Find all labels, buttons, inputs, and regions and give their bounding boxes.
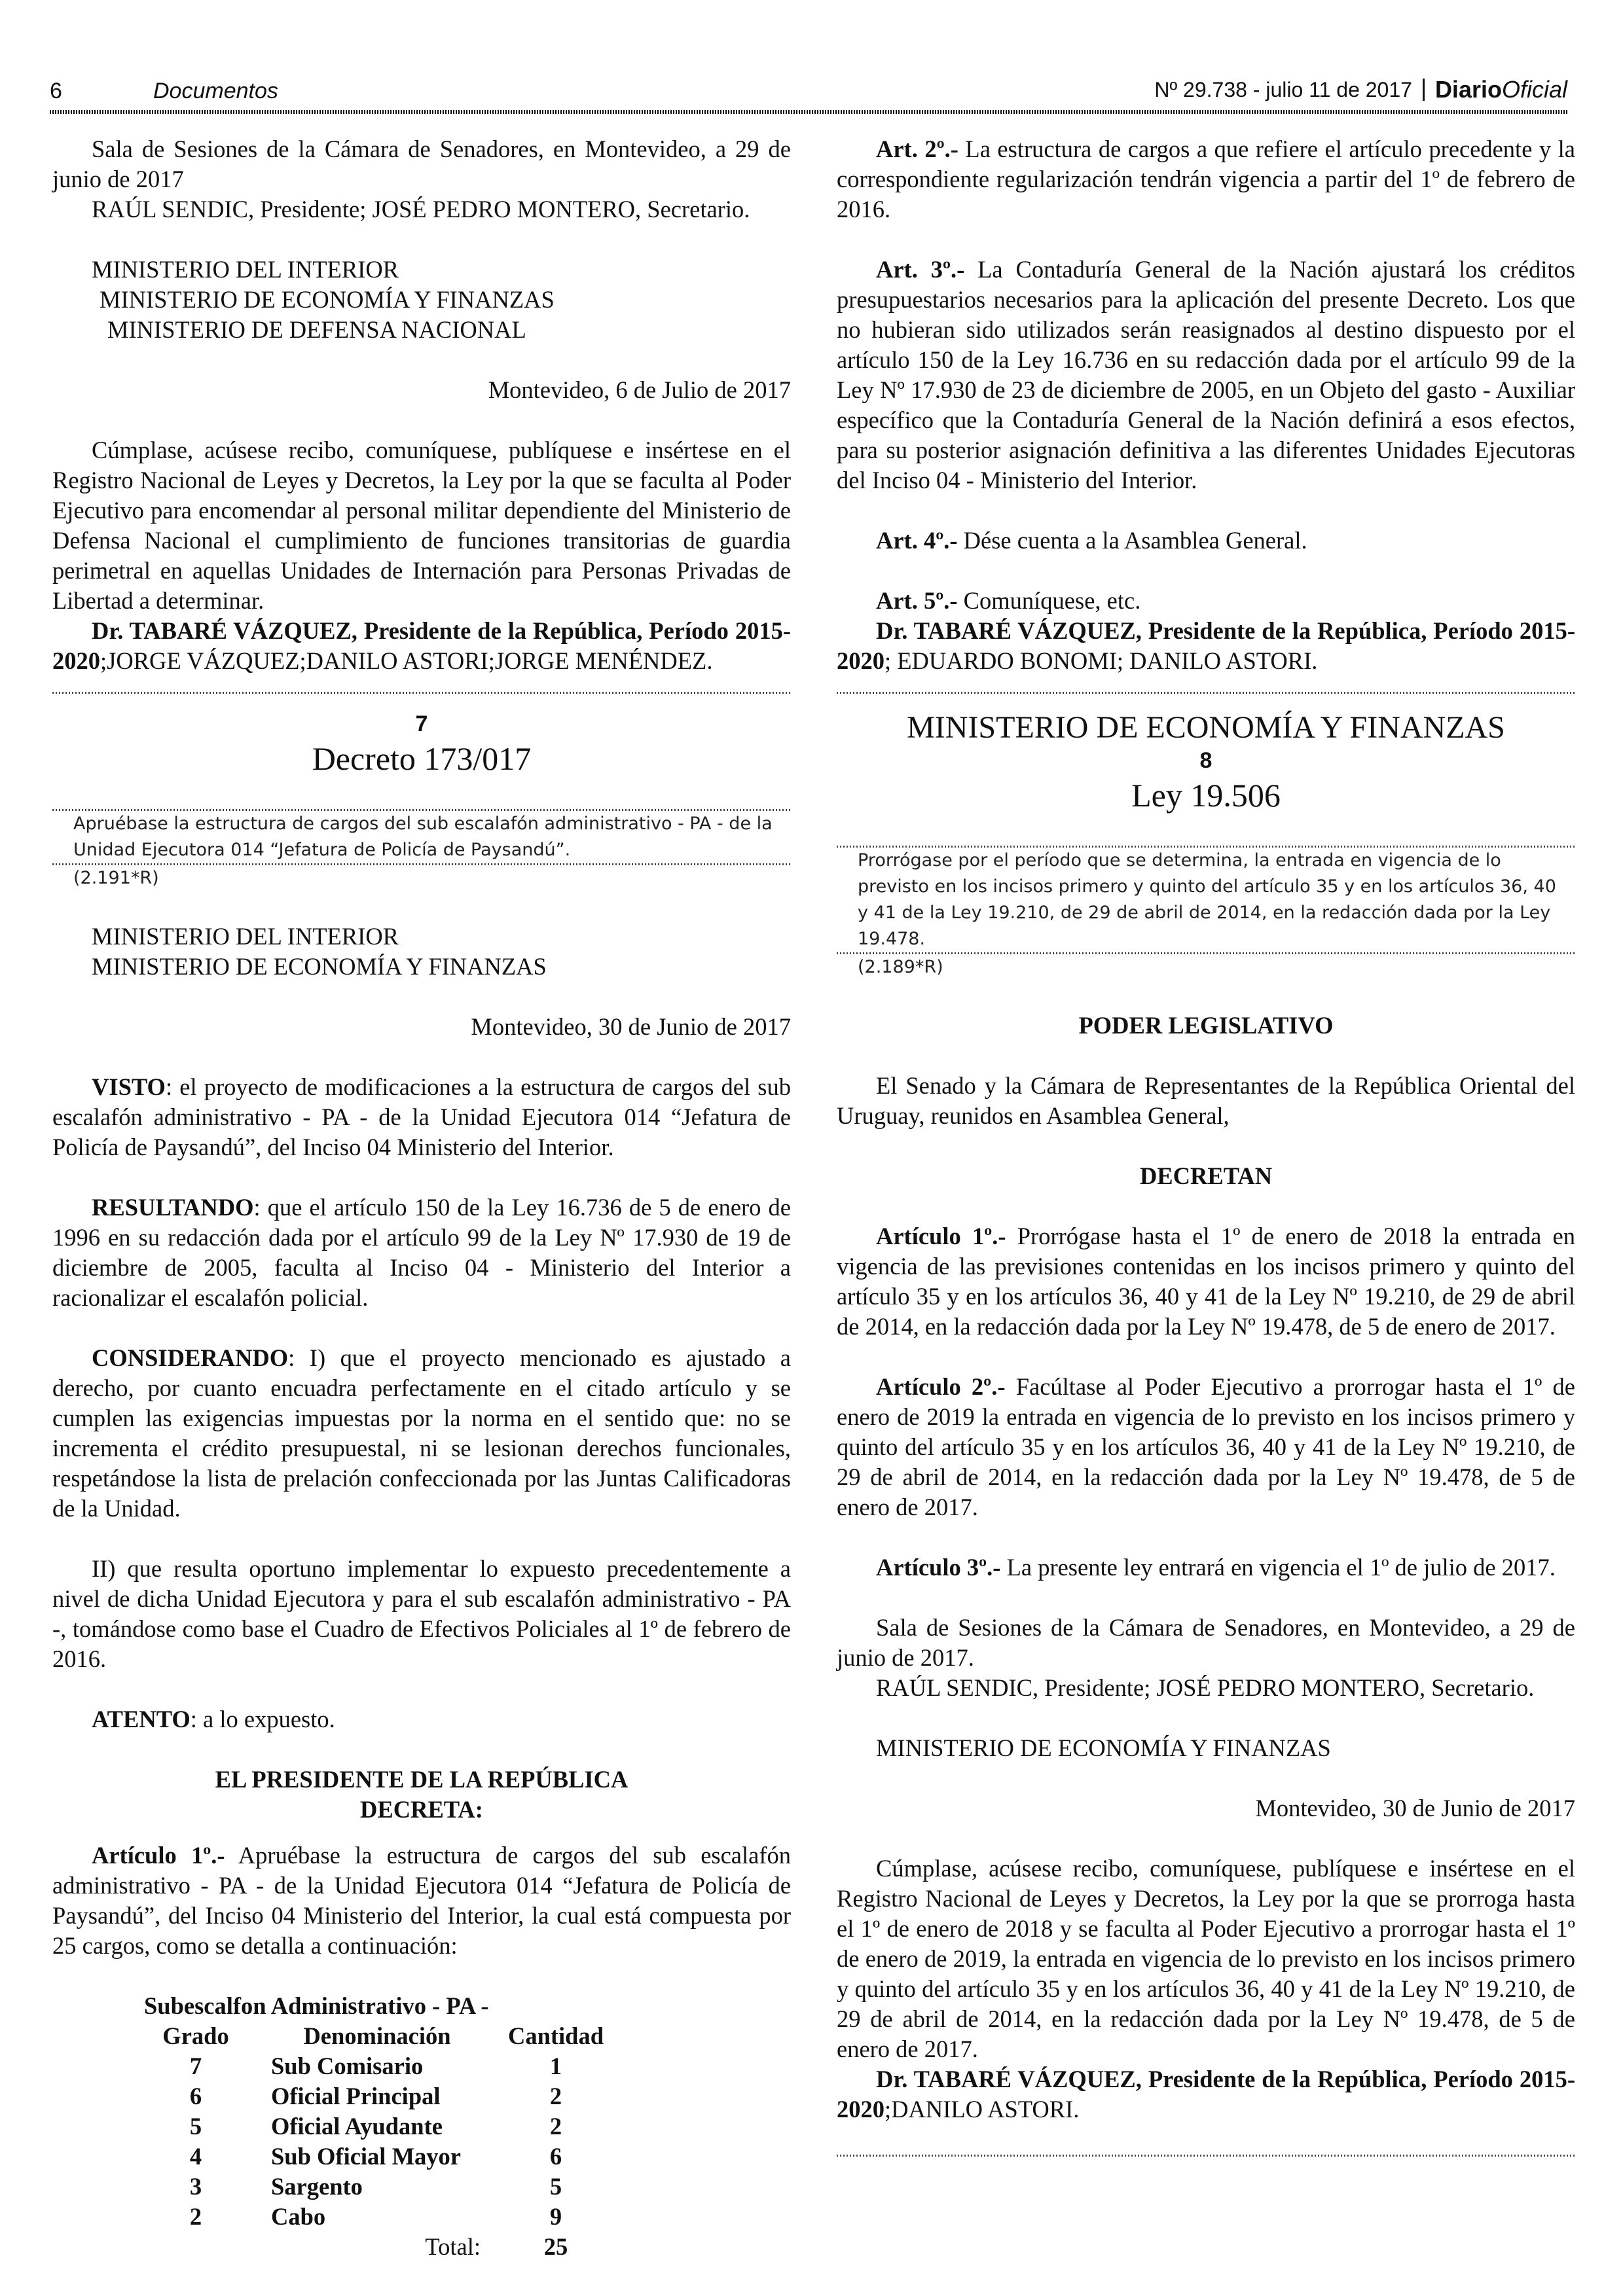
- article-label: Art. 3º.-: [876, 256, 965, 283]
- article-label: Artículo 1º.-: [876, 1223, 1006, 1249]
- signature-president: Dr. TABARÉ VÁZQUEZ, Presidente de la República, Período 2015-2020: [837, 2066, 1575, 2123]
- total-value: 25: [543, 2233, 568, 2260]
- table-row: [144, 2051, 605, 2081]
- table-header-row: [144, 2021, 605, 2051]
- cell-denominacion: Sub Comisario: [271, 2053, 424, 2079]
- article-label: Art. 4º.-: [876, 527, 958, 554]
- poder-heading: PODER LEGISLATIVO: [1078, 1012, 1334, 1039]
- table-caption: Subescalfon Administrativo - PA -: [144, 1992, 489, 2019]
- article-label: Artículo 2º.-: [876, 1373, 1006, 1400]
- article-text: Dése cuenta a la Asamblea General.: [957, 527, 1307, 554]
- section-divider: [837, 2155, 1575, 2157]
- cumplase-paragraph: Cúmplase, acúsese recibo, comuníquese, publíquese e insértese en el Registro Nacional de Leyes y Decretos, la Ley por la que se prorroga hasta el 1º de enero de 2018 y se faculta al Poder Ejecutivo a prorrogar hasta el 1º de enero de 2019, la entrada en vigencia de lo previsto en los incisos primero y quinto del artículo 35 y en los artículos 36, 40 y 41 de la Ley Nº 19.210, de 29 de abril de 2014, en la redacción dada por la Ley Nº 19.478, de 5 de enero de 2017.: [837, 1855, 1575, 2062]
- president-heading: EL PRESIDENTE DE LA REPÚBLICA: [215, 1766, 629, 1793]
- table-row: [144, 2142, 605, 2172]
- cumplase-paragraph: Cúmplase, acúsese recibo, comuníquese, publíquese e insértese en el Registro Nacional de Leyes y Decretos, la Ley por la que se faculta al Poder Ejecutivo para encomendar al personal militar dependiente del Ministerio de Defensa Nacional el cumplimiento de funciones transitorias de guardia perimetral en aquellas Unidades de Internación para Personas Privadas de Libertad a determinar.: [52, 437, 791, 614]
- resultando-paragraph: [52, 1193, 791, 1313]
- sala-sesiones: Sala de Sesiones de la Cámara de Senadores, en Montevideo, a 29 de junio de 2017: [52, 135, 791, 192]
- cell-cantidad: 2: [549, 2083, 562, 2109]
- decretan-heading: DECRETAN: [1139, 1162, 1273, 1189]
- ministry-line: MINISTERIO DE ECONOMÍA Y FINANZAS: [100, 286, 555, 313]
- visto-paragraph: [52, 1072, 791, 1162]
- article-1: [52, 1840, 791, 1961]
- page-header: [50, 76, 1567, 110]
- atento-paragraph: [52, 1704, 791, 1734]
- cell-cantidad: 2: [549, 2113, 562, 2140]
- signature-line: [837, 2064, 1575, 2125]
- article-text: La Contaduría General de la Nación ajustará los créditos presupuestarios necesarios para la aplicación del presente Decreto. Los que no hubieran sido utilizados serán reasignados al destino dispuesto por el artículo 150 de la Ley 16.736 en su redacción dada por el artículo 99 de la Ley Nº 17.930 de 23 de diciembre de 2005, en un Objeto del gasto - Auxiliar específico que la Contaduría General de la Nación definirá a esos efectos, para su posterior asignación definitiva a las diferentes Unidades Ejecutoras del Inciso 04 - Ministerio del Interior.: [837, 256, 1575, 493]
- cell-cantidad: 5: [549, 2173, 562, 2200]
- law-article-2: [837, 1372, 1575, 1522]
- resultando-label: RESULTANDO: [92, 1194, 254, 1221]
- cell-grado: 3: [189, 2173, 202, 2200]
- brand-italic: Oficial: [1501, 76, 1567, 103]
- signature-line: [52, 616, 791, 676]
- signature-ministers: ;DANILO ASTORI.: [884, 2096, 1080, 2123]
- ministry-line: MINISTERIO DE ECONOMÍA Y FINANZAS: [876, 1734, 1331, 1761]
- sala-sesiones: Sala de Sesiones de la Cámara de Senadores, en Montevideo, a 29 de junio de 2017.: [837, 1614, 1575, 1671]
- ministry-heading: MINISTERIO DE ECONOMÍA Y FINANZAS: [907, 710, 1505, 745]
- cell-cantidad: 9: [549, 2203, 562, 2230]
- document-number: 8: [1199, 748, 1213, 773]
- firmas-senado: RAÚL SENDIC, Presidente; JOSÉ PEDRO MONTERO, Secretario.: [92, 196, 750, 223]
- article-5: [837, 586, 1575, 616]
- article-text: Comuníquese, etc.: [957, 587, 1141, 614]
- visto-label: VISTO: [92, 1073, 166, 1100]
- cell-grado: 5: [189, 2113, 202, 2140]
- signature-president: Dr. TABARÉ VÁZQUEZ, Presidente de la República, Período 2015-2020: [837, 617, 1575, 674]
- cell-cantidad: 6: [549, 2143, 562, 2170]
- article-text: La presente ley entrará en vigencia el 1º de julio de 2017.: [1000, 1554, 1556, 1581]
- considerando-label: CONSIDERANDO: [92, 1344, 289, 1371]
- article-4: [837, 526, 1575, 556]
- signature-ministers: ; EDUARDO BONOMI; DANILO ASTORI.: [884, 647, 1318, 674]
- ministry-line: MINISTERIO DE ECONOMÍA Y FINANZAS: [92, 953, 547, 980]
- document-number: 7: [415, 711, 428, 736]
- cell-denominacion: Sargento: [271, 2173, 363, 2200]
- cell-cantidad: 1: [549, 2053, 562, 2079]
- ministry-line: MINISTERIO DE DEFENSA NACIONAL: [107, 316, 526, 343]
- cell-grado: 4: [189, 2143, 202, 2170]
- cell-grado: 6: [189, 2083, 202, 2109]
- law-intro: El Senado y la Cámara de Representantes de la República Oriental del Uruguay, reunidos en Asamblea General,: [837, 1072, 1575, 1129]
- decree-title: Decreto 173/017: [312, 740, 532, 777]
- cell-grado: 7: [189, 2053, 202, 2079]
- visto-text: : el proyecto de modificaciones a la estructura de cargos del sub escalafón administrativo - PA - de la Unidad Ejecutora 014 “Jefatura de Policía de Paysandú”, del Inciso 04 Ministerio del Interior.: [52, 1073, 791, 1160]
- law-article-3: [837, 1552, 1575, 1583]
- article-label: Artículo 3º.-: [876, 1554, 1001, 1581]
- date-line: Montevideo, 6 de Julio de 2017: [488, 376, 791, 403]
- table-row: [144, 2172, 605, 2202]
- decree-summary: Apruébase la estructura de cargos del sub escalafón administrativo - PA - de la Unidad Ejecutora 014 “Jefatura de Policía de Paysandú”.: [73, 814, 773, 860]
- article-text: La estructura de cargos a que refiere el artículo precedente y la correspondiente regularización tendrán vigencia a partir del 1º de febrero de 2016.: [837, 135, 1575, 223]
- cargos-table: [144, 1991, 605, 2262]
- article-2: [837, 134, 1575, 224]
- page-number: 6: [50, 79, 62, 103]
- ministry-line: MINISTERIO DEL INTERIOR: [92, 923, 399, 950]
- column-header: Grado: [162, 2022, 229, 2049]
- brand-bold: Diario: [1434, 76, 1502, 103]
- firmas-senado: RAÚL SENDIC, Presidente; JOSÉ PEDRO MONTERO, Secretario.: [876, 1674, 1535, 1701]
- article-3: [837, 255, 1575, 495]
- cell-denominacion: Oficial Principal: [271, 2083, 441, 2109]
- law-summary: Prorrógase por el período que se determina, la entrada en vigencia de lo previsto en los incisos primero y quinto del artículo 35 y en los artículos 36, 40 y 41 de la Ley 19.210, de 29 de abril de 2014, en la redacción dada por la Ley 19.478.: [858, 850, 1556, 949]
- resultando-text: : que el artículo 150 de la Ley 16.736 de 5 de enero de 1996 en su redacción dada por el artículo 99 de la Ley Nº 17.930 de 19 de diciembre de 2005, faculta al Inciso 04 - Ministerio del Interior a racionalizar el escalafón policial.: [52, 1194, 791, 1311]
- cell-denominacion: Cabo: [271, 2203, 326, 2230]
- date-line: Montevideo, 30 de Junio de 2017: [471, 1013, 791, 1040]
- publication-ref: (2.189*R): [858, 957, 943, 977]
- publication-ref: (2.191*R): [73, 868, 159, 888]
- cell-grado: 2: [189, 2203, 202, 2230]
- column-header: Cantidad: [507, 2022, 604, 2049]
- table-row: [144, 2111, 605, 2142]
- article-label: Art. 5º.-: [876, 587, 958, 614]
- article-text: Prorrógase hasta el 1º de enero de 2018 la entrada en vigencia de las previsiones contenidas en los incisos primero y quinto del artículo 35 y en los artículos 36, 40 y 41 de la Ley Nº 19.210, de 29 de abril de 2014, en la redacción dada por la Ley Nº 19.478, de 5 de enero de 2017.: [837, 1223, 1576, 1340]
- column-header: Denominación: [303, 2022, 451, 2049]
- issue-info: Nº 29.738 - julio 11 de 2017: [1154, 77, 1412, 101]
- table-row: [144, 2202, 605, 2232]
- date-line: Montevideo, 30 de Junio de 2017: [1255, 1795, 1575, 1821]
- article-text: Apruébase la estructura de cargos del sub escalafón administrativo - PA - de la Unidad Ejecutora 014 “Jefatura de Policía de Paysandú”, del Inciso 04 Ministerio del Interior, la cual está compuesta por 25 cargos, como se detalla a continuación:: [52, 1842, 791, 1959]
- law-article-1: [837, 1221, 1575, 1342]
- section-name: Documentos: [153, 79, 278, 103]
- considerando-text: : I) que el proyecto mencionado es ajustado a derecho, por cuanto encuadra perfectamente en el citado artículo y se cumplen las exigencias impuestas por la norma en el sentido que: no se incrementa el crédito presupuestal, ni se lesionan derechos funcionales, respetándose la lista de prelación confeccionada por las Juntas Calificadoras de la Unidad.: [52, 1344, 791, 1522]
- atento-text: : a lo expuesto.: [190, 1706, 335, 1732]
- brand-logo: [1435, 76, 1567, 103]
- left-column: [52, 134, 791, 2262]
- considerando-ii-paragraph: II) que resulta oportuno implementar lo expuesto precedentemente a nivel de dicha Unidad Ejecutora y para el sub escalafón administrativo - PA -, tomándose como base el Cuadro de Efectivos Policiales al 1º de febrero de 2016.: [52, 1555, 791, 1672]
- cell-denominacion: Sub Oficial Mayor: [271, 2143, 461, 2170]
- considerando-paragraph: [52, 1343, 791, 1524]
- signature-president: Dr. TABARÉ VÁZQUEZ, Presidente de la República, Período 2015-2020: [52, 617, 791, 674]
- signature-ministers: ;JORGE VÁZQUEZ;DANILO ASTORI;JORGE MENÉNDEZ.: [100, 647, 713, 674]
- atento-label: ATENTO: [92, 1706, 191, 1732]
- table-row: [144, 2081, 605, 2111]
- law-title: Ley 19.506: [1131, 777, 1281, 814]
- article-text: Facúltase al Poder Ejecutivo a prorrogar hasta el 1º de enero de 2019 la entrada en vigencia de lo previsto en los incisos primero y quinto del artículo 35 y en los artículos 36, 40 y 41 de la Ley Nº 19.210, de 29 de abril de 2014, en la redacción dada por la Ley Nº 19.478, de 5 de enero de 2017.: [837, 1373, 1575, 1520]
- right-column: [837, 134, 1575, 2157]
- article-label: Artículo 1º.-: [92, 1842, 225, 1869]
- total-label: Total:: [425, 2233, 481, 2260]
- article-label: Art. 2º.-: [876, 135, 958, 162]
- decreta-heading: DECRETA:: [360, 1796, 483, 1823]
- cell-denominacion: Oficial Ayudante: [271, 2113, 443, 2140]
- table-total-row: [144, 2232, 605, 2262]
- header-rule: [50, 110, 1567, 114]
- signature-line: [837, 616, 1575, 676]
- header-right: [1154, 76, 1567, 103]
- ministry-line: MINISTERIO DEL INTERIOR: [92, 256, 399, 283]
- header-separator: [1423, 79, 1425, 101]
